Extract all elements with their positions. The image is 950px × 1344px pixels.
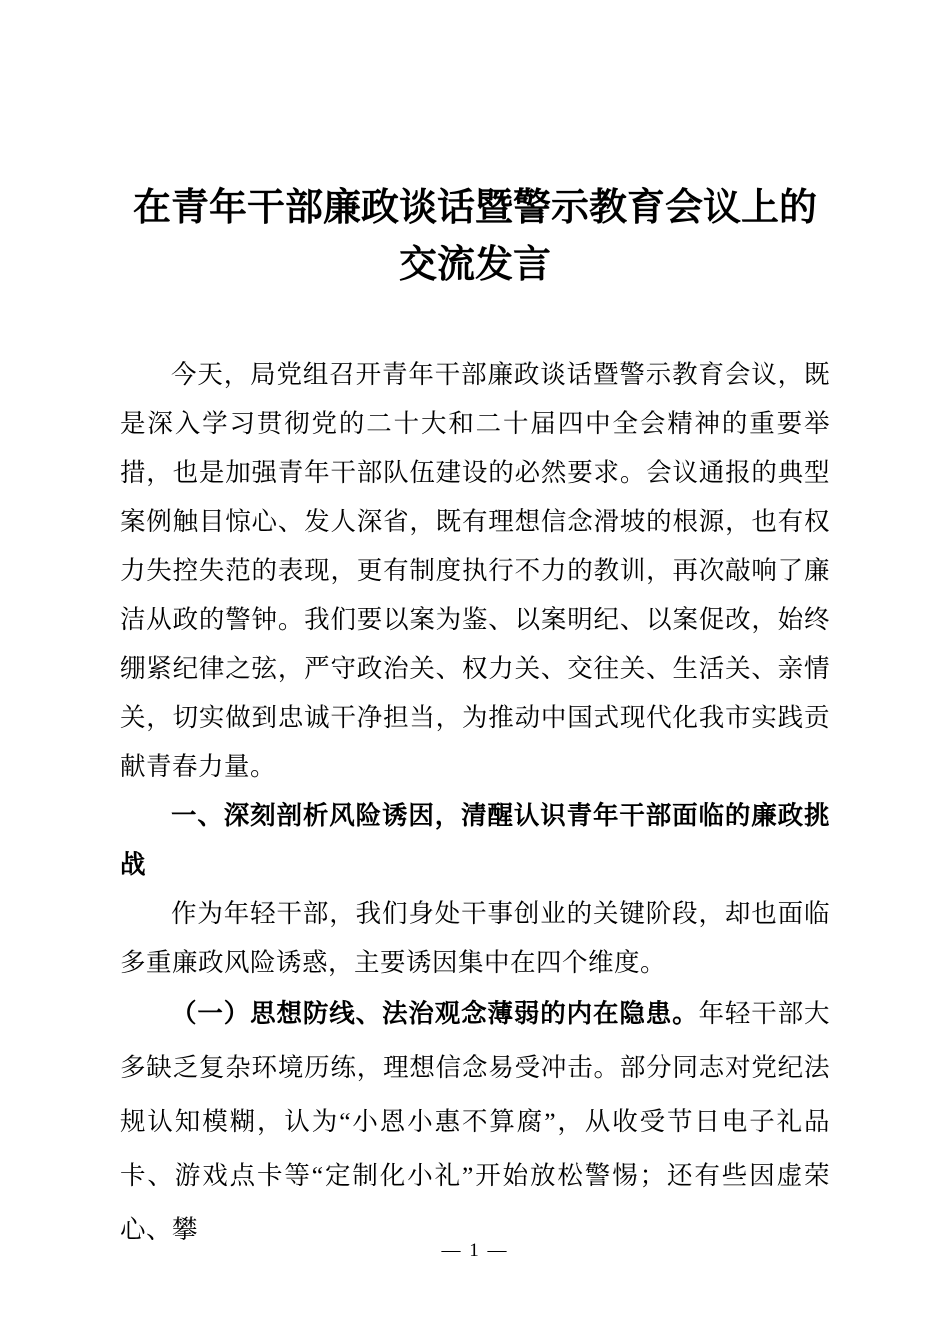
paragraph-sub-1-lead: （一）思想防线、法治观念薄弱的内在隐患。 [171,999,699,1028]
paragraph-intro: 今天，局党组召开青年干部廉政谈话暨警示教育会议，既是深入学习贯彻党的二十大和二十届四中全会精神的重要举措，也是加强青年干部队伍建设的必然要求。会议通报的典型案例触目惊心、发人深省，既有理想信念滑坡的根源，也有权力失控失范的表现，更有制度执行不力的教训，再次敲响了廉洁从政的警钟。我们要以案为鉴、以案明纪、以案促改，始终绷紧纪律之弦，严守政治关、权力关、交往关、生活关、亲情关，切实做到忠诚干净担当，为推动中国式现代化我市实践贡献青春力量。 [120,360,830,781]
paragraph-sub-1-text: 年轻干部大多缺乏复杂环境历练，理想信念易受冲击。部分同志对党纪法规认知模糊，认为“小恩小惠不算腐”，从收受节日电子礼品卡、游戏点卡等“定制化小礼”开始放松警惕；还有些因虚荣心、攀 [120,999,830,1244]
paragraph-sub-1 [120,987,830,1257]
document-title: 在青年干部廉政谈话暨警示教育会议上的交流发言 [132,187,817,286]
page-number: — 1 — [441,1240,509,1261]
section-heading-1: 一、深刻剖析风险诱因，清醒认识青年干部面临的廉政挑战 [120,801,830,879]
paragraph-1: 作为年轻干部，我们身处干事创业的关键阶段，却也面临多重廉政风险诱惑，主要诱因集中在四个维度。 [120,899,830,977]
